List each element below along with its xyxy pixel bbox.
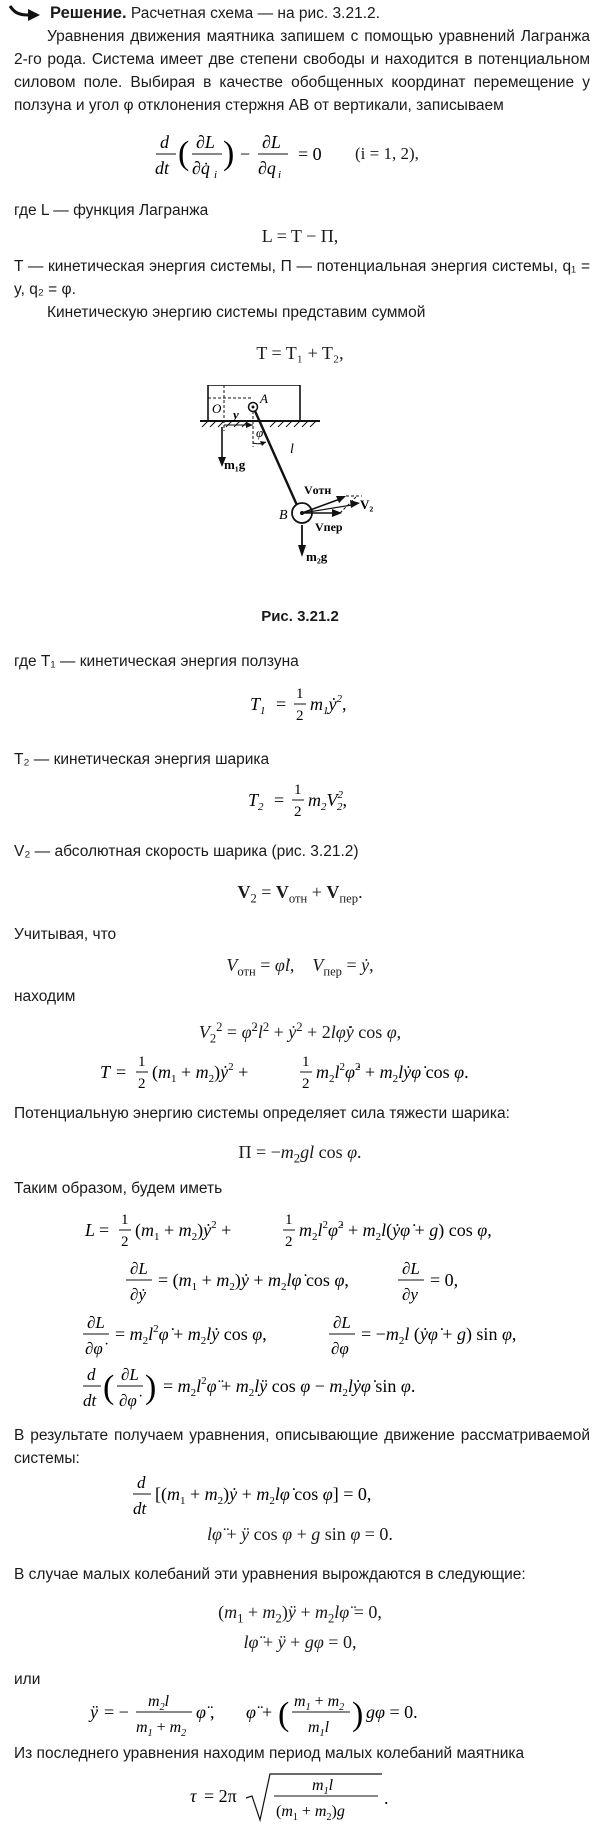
svg-text:∂ẏ: ∂ẏ [130, 1285, 146, 1304]
svg-text:∂q: ∂q [258, 158, 276, 178]
paragraph-2: где L — функция Лагранжа [14, 202, 209, 219]
formula-t-total [0, 1050, 600, 1094]
lagrange-index-range: (i = 1, 2), [355, 144, 419, 163]
label-o: O [212, 401, 222, 416]
svg-text:2: 2 [302, 1076, 310, 1092]
svg-text:= 0: = 0 [298, 144, 322, 164]
figure-caption: Рис. 3.21.2 [261, 608, 339, 625]
formula-decoupled [0, 1688, 600, 1740]
svg-text:dt: dt [155, 158, 170, 178]
svg-text:m1l: $m_1l$ [312, 1777, 334, 1797]
svg-text:∂L: ∂L [333, 1313, 351, 1332]
svg-text:2: 2 [138, 1076, 146, 1092]
svg-text:.: . [384, 1788, 389, 1808]
paragraph-4: Кинетическую энергию системы представим суммой [47, 304, 426, 321]
formula-second-equation: lφ̈ + ÿ cos φ + g sin φ = 0. [207, 1524, 393, 1544]
svg-text:m2l: $m_2l$ [148, 1693, 170, 1713]
svg-text:): ) [223, 135, 235, 172]
svg-text:gφ = 0.: gφ = 0. [366, 1702, 418, 1722]
svg-text:2: 2 [285, 1234, 293, 1250]
svg-text:(m1 + m2)ẏ2 +: ($m_1$ + $m_2)ẏ^2$ + [152, 1061, 249, 1085]
svg-text:(m1 + m2)ẏ2 +: ($m_1$ + $m_2)ẏ^2$ + [135, 1219, 232, 1243]
svg-text:(: ( [178, 135, 190, 172]
svg-text:d: d [137, 1473, 146, 1492]
paragraph-13: В случае малых колебаний эти уравнения вырождаются в следующие: [14, 1566, 526, 1583]
svg-text:m2l2φ̇2 + m2lẏφ̇ cos φ.: $m_2l^2\varphi̇^2$ + $m_2lẏ\varphi̇$ cos φ. [316, 1061, 469, 1085]
svg-text:∂L: ∂L [196, 132, 215, 152]
svg-text:∂φ̇: ∂φ̇ [119, 1391, 137, 1410]
label-m1g: m₁g [224, 457, 246, 472]
formula-lagrangian-definition: L = T − Π, [261, 226, 339, 246]
svg-text:∂L: ∂L [262, 132, 281, 152]
svg-text:,: , [210, 1702, 215, 1722]
right-arrow-icon [8, 2, 42, 22]
paragraph-11: Таким образом, будем иметь [14, 1180, 223, 1197]
paragraph-1: Уравнения движения маятника запишем с помощью уравнений Лагранжа 2-го рода. Система имеет две степени свободы и находится в потенциальном силовом поле. Выбирая в качестве обобщенных координат перемещение y ползуна и угол φ отклонения стержня AB от вертикали, записываем [14, 28, 590, 114]
svg-text:= 0,: = 0, [430, 1270, 459, 1290]
svg-text:m2V22,: $m_2V^2$ 2, [308, 789, 347, 813]
svg-text:m1 + m2: $m_1 + m_2$ [136, 1719, 187, 1739]
pendulum-diagram [180, 385, 430, 595]
paragraph-5: где T₁ — кинетическая энергия ползуна [14, 653, 299, 670]
svg-text:ÿ: ÿ [90, 1702, 98, 1722]
svg-text:∂L: ∂L [121, 1365, 139, 1384]
svg-text:T2: $T_2$ [248, 790, 264, 813]
svg-text:∂q̇: ∂q̇ [192, 158, 210, 178]
label-y: y [233, 407, 239, 422]
svg-text:i: i [214, 169, 218, 181]
paragraph-9: находим [14, 988, 76, 1005]
formula-velocities: $V_{отн}$ = φ̇l, $V_{пер}$ = ẏ, [226, 955, 374, 979]
svg-text:∂φ: ∂φ [331, 1339, 349, 1358]
svg-text:(: ( [278, 1696, 290, 1733]
svg-text:dt: dt [133, 1499, 147, 1518]
svg-text:1: 1 [294, 782, 302, 798]
svg-text:φ̈: φ̈ [196, 1702, 206, 1722]
paragraph-3: T — кинетическая энергия системы, Π — потенциальная энергия системы, q₁ = y, q₂ = φ. [14, 258, 590, 298]
svg-text:∂y: ∂y [402, 1285, 418, 1304]
formula-small-osc-2: lφ̈ + ÿ + gφ = 0, [243, 1632, 357, 1652]
svg-text:1: 1 [302, 1054, 310, 1070]
svg-text:i: i [278, 169, 282, 181]
svg-text:2: 2 [294, 804, 302, 820]
svg-text:τ: τ [190, 1786, 197, 1806]
svg-text:= m2l2φ̇ + m2lẏ cos φ,: = $m_2l^2\varphi̇$ + $m_2lẏ$ cos φ, [115, 1323, 267, 1347]
svg-text:m2l2φ̇2 + m2l(ẏφ̇ + g) cos φ,: $m_2l^2\varphi̇^2$ + $m_2l(ẏ\varphi̇ + g)$ cos φ, [299, 1219, 492, 1243]
solution-label: Решение. [50, 4, 127, 22]
paragraph-12: В результате получаем уравнения, описывающие движение рассматриваемой системы: [14, 1427, 590, 1467]
svg-text:(m1 + m2)g: $(m_1 + m_2)g$ [276, 1803, 345, 1823]
svg-text:2: 2 [296, 708, 304, 724]
label-b: B [279, 508, 288, 523]
svg-text:d: d [87, 1365, 96, 1384]
paragraph-6: T₂ — кинетическая энергия шарика [14, 751, 270, 768]
svg-text:= −: = − [104, 1702, 129, 1722]
formula-v2-squared: $V_2^2$ = $\varphi̇^2l^2$ + ẏ$^2$ + 2lφ̇ẏ cos φ, [198, 1020, 402, 1046]
svg-text:m1 + m2: $m_1 + m_2$ [294, 1693, 345, 1713]
svg-text:∂L: ∂L [87, 1313, 105, 1332]
svg-text:∂L: ∂L [130, 1259, 148, 1278]
label-l: l [290, 442, 294, 457]
svg-text:1: 1 [121, 1212, 129, 1228]
label-v-otn: Vотн [304, 483, 332, 497]
label-a: A [260, 391, 268, 406]
svg-text:T1: $T_1$ [250, 694, 266, 717]
svg-text:[(m1 + m2)ẏ + m2lφ̇ cos φ] = 0: [($m_1$ + $m_2)ẏ$ + $m_2l\varphi̇$ cos φ] = 0, [155, 1484, 372, 1507]
svg-text:= −m2l (ẏφ̇ + g) sin φ,: = $-m_2l$ (ẏφ̇ + g) sin φ, [361, 1324, 517, 1347]
paragraph-15: Из последнего уравнения находим период малых колебаний маятника [14, 1745, 525, 1762]
formula-t2 [0, 776, 600, 822]
svg-text:=: = [116, 1062, 127, 1082]
svg-text:φ̈: φ̈ [246, 1702, 256, 1722]
formula-lagrange-equations [0, 130, 600, 180]
svg-text:∂L: ∂L [402, 1259, 420, 1278]
formula-dl-dy [0, 1256, 600, 1304]
label-v2: V₂ [360, 497, 374, 512]
svg-text:d: d [160, 132, 169, 152]
formula-period [0, 1770, 600, 1828]
label-v-per: Vпер [315, 520, 343, 534]
paragraph-8: Учитывая, что [14, 926, 117, 943]
svg-text:1: 1 [138, 1054, 146, 1070]
svg-text:=: = [99, 1220, 110, 1240]
formula-kinetic-sum: T = T₁ + T₂, [256, 343, 344, 363]
svg-text:=: = [276, 694, 287, 714]
svg-text:−: − [240, 144, 251, 164]
svg-text:2: 2 [121, 1234, 129, 1250]
solution-heading [50, 2, 590, 25]
paragraph-7: V₂ — абсолютная скорость шарика (рис. 3.21.2) [14, 843, 359, 860]
svg-text:(: ( [103, 1369, 115, 1406]
svg-text:L: L [85, 1220, 96, 1240]
svg-text:+: + [262, 1702, 273, 1722]
paragraph-10: Потенциальную энергию системы определяет сила тяжести шарика: [14, 1105, 510, 1122]
label-m2g: m₂g [306, 549, 328, 564]
formula-v2-sum: $V_2 = V_{отн} + V_{пер}$. [237, 882, 363, 906]
label-phi: φ [256, 425, 264, 440]
formula-first-integral [0, 1470, 600, 1518]
formula-small-osc-1: ($m_1$ + $m_2)ÿ$ + $m_2l\varphï = 0$, [218, 1602, 382, 1626]
svg-text:= 2π: = 2π [204, 1786, 237, 1806]
paragraph-14: или [14, 1671, 41, 1688]
svg-text:= (m1 + m2)ẏ + m2lφ̇ cos φ,: = ($m_1$ + $m_2)ẏ$ + $m_2l\varphi̇$ cos φ, [158, 1270, 349, 1293]
svg-text:1: 1 [296, 686, 304, 702]
solution-intro: Расчетная схема — на рис. 3.21.2. [126, 5, 380, 22]
svg-text:T: T [100, 1062, 111, 1082]
svg-text:= m2l2φ̈ + m2lÿ cos φ − m2lẏφ̇: = $m_2l^2\varphï$ + $m_2lÿ$ $\cos \varphi - m_2lẏ\varphi̇$ sin φ. [163, 1375, 416, 1399]
formula-lagrangian-full [0, 1208, 600, 1252]
formula-t1 [0, 680, 600, 726]
svg-text:∂φ̇: ∂φ̇ [85, 1339, 103, 1358]
formula-ddt-dl-dphi [0, 1362, 600, 1414]
svg-text:): ) [145, 1369, 157, 1406]
svg-text:=: = [274, 790, 285, 810]
svg-text:m1l: $m_1l$ [308, 1719, 330, 1739]
svg-text:dt: dt [83, 1391, 97, 1410]
formula-potential: $\Pi = -m_2gl$ cos φ. [238, 1142, 362, 1166]
svg-text:1: 1 [285, 1212, 293, 1228]
svg-text:m1ẏ2,: $m_1ẏ^2$, [310, 693, 347, 717]
svg-text:): ) [352, 1696, 364, 1733]
formula-dl-dphi [0, 1310, 600, 1358]
